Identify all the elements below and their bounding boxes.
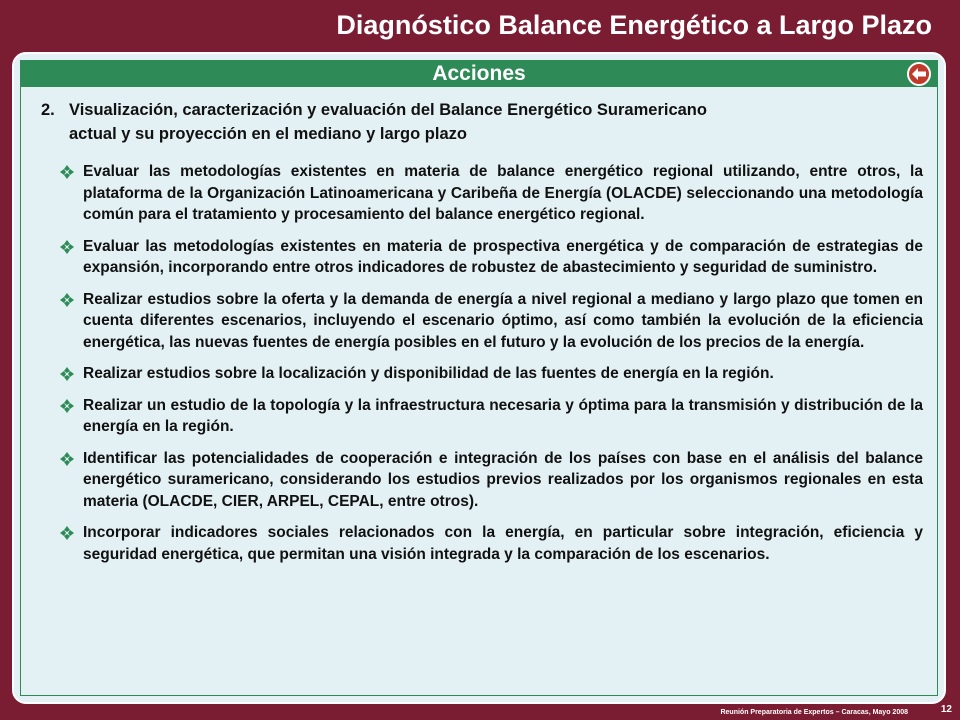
list-item <box>57 236 923 279</box>
back-arrow-icon <box>912 68 926 80</box>
bullet-text: Incorporar indicadores sociales relacionados con la energía, en particular sobre integración, eficiencia y seguridad energética, que permitan una visión integrada y la comparación de los escenarios. <box>83 524 923 563</box>
content-frame <box>20 60 938 696</box>
section-number: 2. <box>41 101 55 119</box>
list-item <box>57 522 923 565</box>
section-title-line2: actual y su proyección en el mediano y largo plazo <box>69 125 467 143</box>
list-item <box>57 161 923 226</box>
diamond-bullet-icon <box>59 292 75 308</box>
bullet-list <box>57 161 923 575</box>
header-title: Acciones <box>432 62 526 85</box>
list-item <box>57 395 923 438</box>
diamond-bullet-icon <box>59 451 75 467</box>
diamond-bullet-icon <box>59 366 75 382</box>
section-title-line1: Visualización, caracterización y evaluación del Balance Energético Suramericano <box>69 101 707 119</box>
bullet-text: Realizar estudios sobre la oferta y la demanda de energía a nivel regional a mediano y largo plazo que tomen en cuenta diferentes escenarios, incluyendo el escenario óptimo, así como también la evolución de la eficiencia energética, las nuevas fuentes de energía posibles en el futuro y la evolución de los precios de la energía. <box>83 290 923 351</box>
header-bar <box>21 61 937 87</box>
page-number: 12 <box>940 704 952 715</box>
diamond-bullet-icon <box>59 525 75 541</box>
diamond-bullet-icon <box>59 398 75 414</box>
list-item <box>57 448 923 513</box>
bullet-text: Identificar las potencialidades de cooperación e integración de los países con base en el análisis del balance energético suramericano, considerando los estudios previos realizados por los organismos regionales en esta materia (OLACDE, CIER, ARPEL, CEPAL, entre otros). <box>83 449 923 510</box>
bullet-text: Evaluar las metodologías existentes en materia de prospectiva energética y de comparación de estrategias de expansión, incorporando entre otros indicadores de robustez de abastecimiento y seguridad de suministro. <box>83 237 923 276</box>
list-item <box>57 289 923 354</box>
list-item <box>57 363 923 385</box>
bullet-text: Realizar un estudio de la topología y la infraestructura necesaria y óptima para la transmisión y distribución de la energía en la región. <box>83 396 923 435</box>
back-button[interactable] <box>907 62 931 86</box>
bullet-text: Realizar estudios sobre la localización y disponibilidad de las fuentes de energía en la región. <box>83 365 774 382</box>
bullet-text: Evaluar las metodologías existentes en materia de balance energético regional utilizando, entre otros, la plataforma de la Organización Latinoamericana y Caribeña de Energía (OLACDE) seleccionando una metodología común para el tratamiento y procesamiento del balance energético regional. <box>83 163 923 223</box>
footer-text: Reunión Preparatoria de Expertos – Caracas, Mayo 2008 <box>720 709 908 716</box>
diamond-bullet-icon <box>59 239 75 255</box>
section-heading <box>41 98 921 146</box>
slide-title: Diagnóstico Balance Energético a Largo Plazo <box>336 10 932 40</box>
content-panel <box>12 52 946 704</box>
diamond-bullet-icon <box>59 164 75 180</box>
